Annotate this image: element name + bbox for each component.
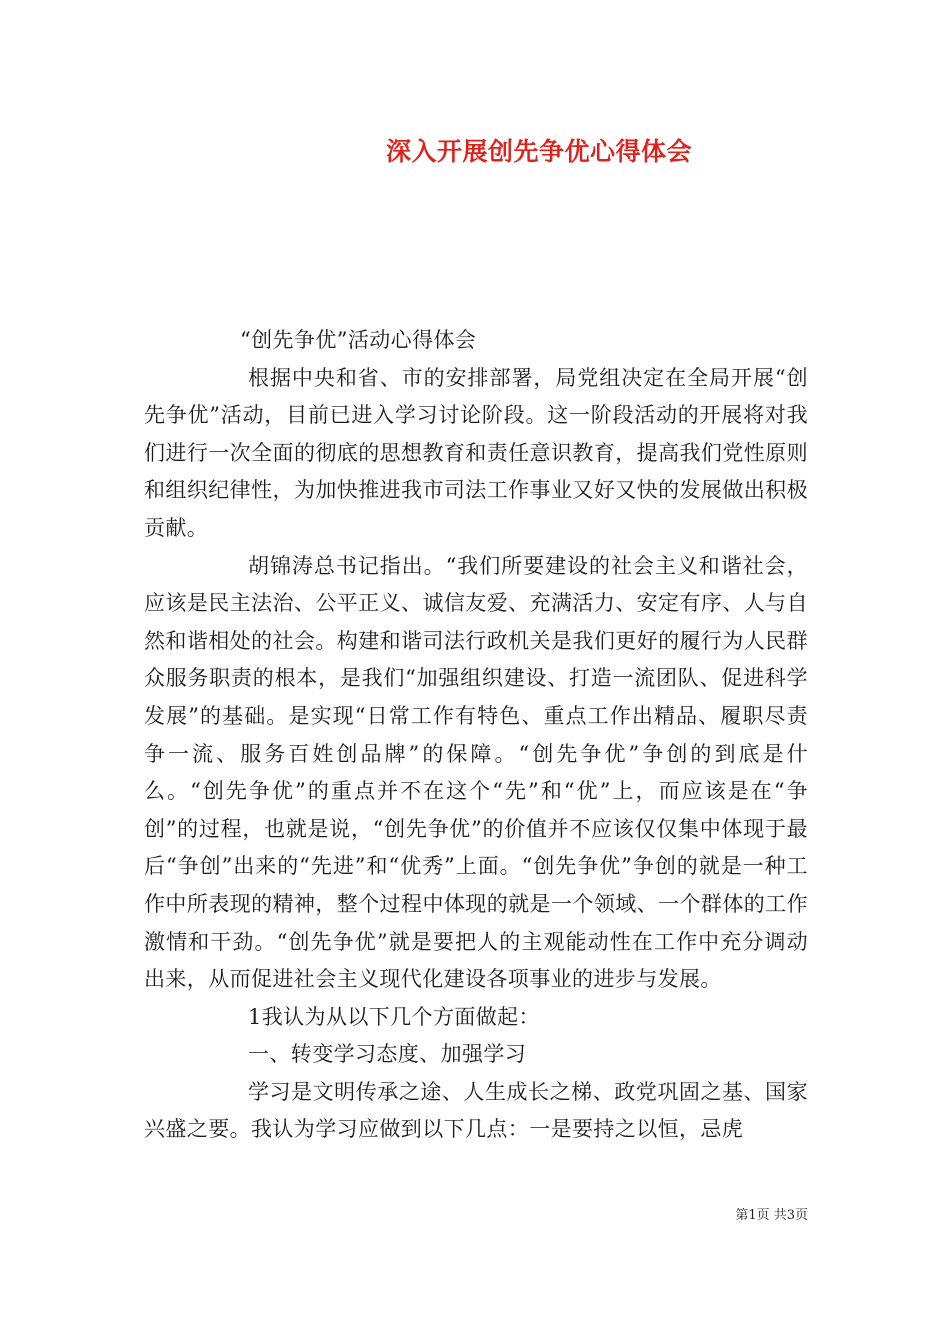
document-title: 深入开展创先争优心得体会	[385, 137, 692, 166]
paragraph: 学习是文明传承之途、人生成长之梯、政党巩固之基、国家兴盛之要。我认为学习应做到以下几点：一是要持之以恒，忌虎	[144, 1079, 808, 1142]
paragraph: 根据中央和省、市的安排部署，局党组决定在全局开展“创先争优”活动，目前已进入学习讨论阶段。这一阶段活动的开展将对我们进行一次全面的彻底的思想教育和责任意识教育，提高我们党性原则和组织纪律性，为加快推进我市司法工作事业又好又快的发展做出积极贡献。	[144, 365, 808, 540]
document-subtitle: “创先争优”活动心得体会	[240, 328, 477, 352]
section-heading: 一、转变学习态度、加强学习	[248, 1042, 527, 1067]
paragraph: 1我认为从以下几个方面做起：	[248, 1004, 540, 1029]
paragraph: 胡锦涛总书记指出。“我们所要建设的社会主义和谐社会，应该是民主法治、公平正义、诚信友爱、充满活力、安定有序、人与自然和谐相处的社会。构建和谐司法行政机关是我们更好的履行为人民群众服务职责的根本，是我们“加强组织建设、打造一流团队、促进科学发展”的基础。是实现“日常工作有特色、重点工作出精品、履职尽责争一流、服务百姓创品牌”的保障。“创先争优”争创的到底是什么。“创先争优”的重点并不在这个“先”和“优”上，而应该是在“争创”的过程，也就是说，“创先争优”的价值并不应该仅仅集中体现于最后“争创”出来的“先进”和“优秀”上面。“创先争优”争创的就是一种工作中所表现的精神，整个过程中体现的就是一个领域、一个群体的工作激情和干劲。“创先争优”就是要把人的主观能动性在工作中充分调动出来，从而促进社会主义现代化建设各项事业的进步与发展。	[144, 553, 808, 992]
page-number: 第1页 共3页	[735, 1208, 808, 1223]
document-body	[144, 322, 808, 1149]
